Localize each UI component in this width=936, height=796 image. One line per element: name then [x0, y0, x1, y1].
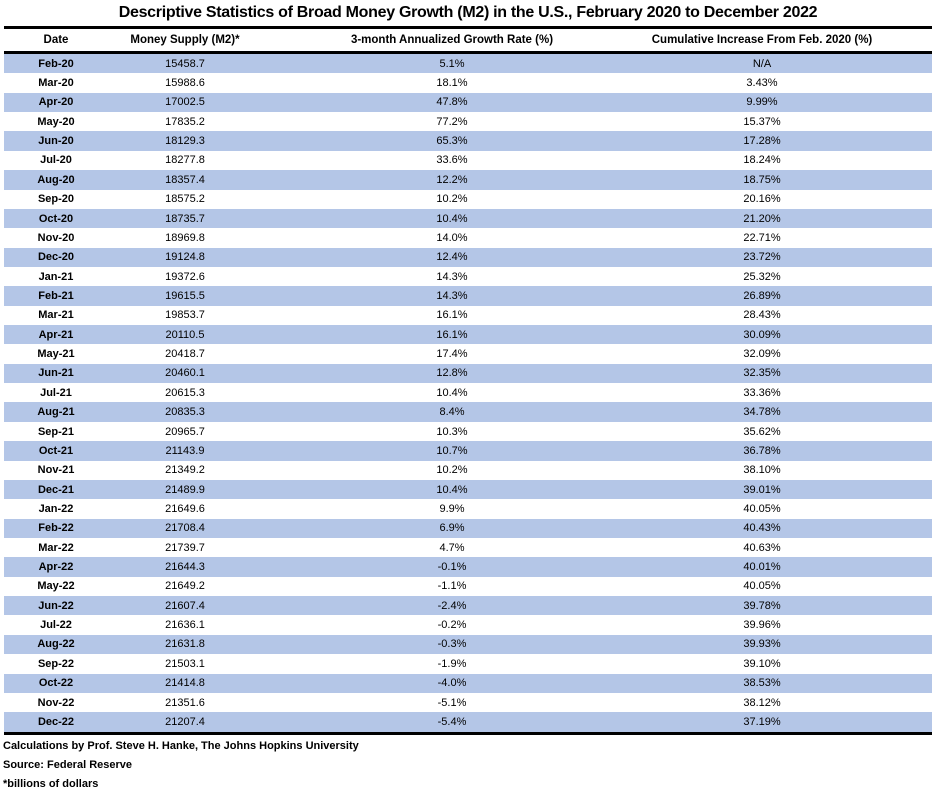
money-supply-cell: 21414.8	[108, 674, 262, 693]
growth-rate-cell: 10.4%	[436, 386, 468, 399]
filler-cell	[882, 402, 932, 421]
cumulative-cell: 30.09%	[642, 325, 882, 344]
growth-rate-cell: 10.2%	[436, 464, 468, 477]
money-supply-cell: 21351.6	[165, 696, 205, 709]
col-header-cumulative: Cumulative Increase From Feb. 2020 (%)	[642, 28, 882, 53]
filler-cell	[882, 654, 932, 673]
cumulative-cell: 38.53%	[642, 674, 882, 693]
cumulative-cell: 3.43%	[746, 77, 778, 90]
filler-cell	[882, 557, 932, 576]
money-supply-cell: 20110.5	[108, 325, 262, 344]
table-row	[4, 519, 932, 538]
growth-rate-cell: -0.3%	[262, 635, 642, 654]
cumulative-cell: 40.01%	[642, 557, 882, 576]
money-supply-cell: 19124.8	[108, 248, 262, 267]
cumulative-cell: 39.93%	[642, 635, 882, 654]
money-supply-cell: 19615.5	[108, 286, 262, 305]
table-row	[4, 267, 932, 286]
table-row	[4, 53, 932, 74]
col-header-money-supply: Money Supply (M2)*	[108, 28, 262, 53]
cumulative-cell: 39.01%	[642, 480, 882, 499]
growth-rate-cell: 6.9%	[262, 519, 642, 538]
money-supply-cell: 21739.7	[165, 541, 205, 554]
col-header-date: Date	[4, 28, 108, 53]
table-row	[4, 461, 932, 480]
growth-rate-cell: 17.4%	[436, 348, 468, 361]
growth-rate-cell: 12.8%	[262, 364, 642, 383]
table-row	[4, 422, 932, 441]
growth-rate-cell: 5.1%	[262, 53, 642, 74]
money-supply-cell: 21207.4	[108, 712, 262, 733]
money-supply-cell: 15988.6	[165, 77, 205, 90]
date-cell: Dec-20	[4, 248, 108, 267]
filler-cell	[882, 364, 932, 383]
date-cell: Feb-20	[4, 53, 108, 74]
filler-cell	[882, 131, 932, 150]
date-cell: Apr-22	[4, 557, 108, 576]
date-cell: Aug-22	[4, 635, 108, 654]
growth-rate-cell: 18.1%	[436, 77, 468, 90]
money-supply-cell: 18129.3	[108, 131, 262, 150]
money-supply-cell: 18735.7	[108, 209, 262, 228]
table-row	[4, 286, 932, 305]
date-cell: Jun-21	[4, 364, 108, 383]
money-supply-cell: 20460.1	[108, 364, 262, 383]
money-supply-cell: 17835.2	[165, 115, 205, 128]
cumulative-cell: 25.32%	[743, 270, 781, 283]
money-supply-cell: 21649.2	[165, 580, 205, 593]
date-cell: Jan-22	[38, 502, 74, 515]
date-cell: Jul-21	[40, 386, 72, 399]
cumulative-cell: N/A	[642, 53, 882, 74]
date-cell: Feb-22	[4, 519, 108, 538]
footnote-asterisk: *billions of dollars	[3, 777, 99, 790]
filler-cell	[882, 635, 932, 654]
growth-rate-cell: 8.4%	[262, 402, 642, 421]
date-cell: Jan-21	[38, 270, 74, 283]
date-cell: Feb-21	[4, 286, 108, 305]
filler-cell	[882, 461, 932, 480]
money-supply-cell: 21649.6	[165, 502, 205, 515]
growth-rate-cell: 14.0%	[436, 231, 468, 244]
table-row	[4, 480, 932, 499]
footnote-source: Source: Federal Reserve	[3, 758, 133, 771]
money-supply-cell: 19372.6	[165, 270, 205, 283]
footnotes	[0, 735, 936, 794]
date-cell: Nov-20	[37, 231, 75, 244]
growth-rate-cell: 10.3%	[436, 425, 468, 438]
cumulative-cell: 32.35%	[642, 364, 882, 383]
table-row	[4, 402, 932, 421]
date-cell: Apr-21	[4, 325, 108, 344]
cumulative-cell: 36.78%	[642, 441, 882, 460]
date-cell: Jul-20	[40, 154, 72, 167]
table-row	[4, 73, 932, 92]
col-header-filler	[882, 28, 932, 53]
growth-rate-cell: 33.6%	[436, 154, 468, 167]
growth-rate-cell: -0.1%	[262, 557, 642, 576]
table-row	[4, 344, 932, 363]
stats-table	[4, 26, 932, 735]
cumulative-cell: 15.37%	[743, 115, 781, 128]
date-cell: Dec-22	[4, 712, 108, 733]
date-cell: Dec-21	[4, 480, 108, 499]
filler-cell	[882, 248, 932, 267]
money-supply-cell: 15458.7	[108, 53, 262, 74]
money-supply-cell: 20965.7	[165, 425, 205, 438]
growth-rate-cell: 77.2%	[436, 115, 468, 128]
table-header-row	[4, 28, 932, 53]
growth-rate-cell: 12.2%	[262, 170, 642, 189]
table-row	[4, 151, 932, 170]
date-cell: May-20	[37, 115, 75, 128]
filler-cell	[882, 93, 932, 112]
money-supply-cell: 19853.7	[165, 309, 205, 322]
table-row	[4, 112, 932, 131]
growth-rate-cell: 10.4%	[262, 209, 642, 228]
cumulative-cell: 39.96%	[743, 619, 781, 632]
growth-rate-cell: 14.3%	[436, 270, 468, 283]
growth-rate-cell: 16.1%	[262, 325, 642, 344]
cumulative-cell: 23.72%	[642, 248, 882, 267]
table-row	[4, 364, 932, 383]
date-cell: Mar-20	[38, 77, 74, 90]
growth-rate-cell: 16.1%	[436, 309, 468, 322]
table-row	[4, 209, 932, 228]
date-cell: Aug-21	[4, 402, 108, 421]
money-supply-cell: 20418.7	[165, 348, 205, 361]
growth-rate-cell: 10.7%	[262, 441, 642, 460]
table-row	[4, 383, 932, 402]
money-supply-cell: 20835.3	[108, 402, 262, 421]
money-supply-cell: 21607.4	[108, 596, 262, 615]
cumulative-cell: 40.05%	[743, 580, 781, 593]
growth-rate-cell: 10.2%	[436, 193, 468, 206]
cumulative-cell: 39.10%	[743, 657, 781, 670]
money-supply-cell: 21503.1	[165, 657, 205, 670]
growth-rate-cell: -5.1%	[437, 696, 467, 709]
table-row	[4, 557, 932, 576]
cumulative-cell: 18.75%	[642, 170, 882, 189]
growth-rate-cell: 65.3%	[262, 131, 642, 150]
date-cell: Apr-20	[4, 93, 108, 112]
date-cell: Nov-21	[37, 464, 75, 477]
date-cell: Mar-22	[38, 541, 74, 554]
date-cell: Oct-22	[4, 674, 108, 693]
filler-cell	[882, 519, 932, 538]
cumulative-cell: 34.78%	[642, 402, 882, 421]
growth-rate-cell: 12.4%	[262, 248, 642, 267]
cumulative-cell: 40.43%	[642, 519, 882, 538]
cumulative-cell: 20.16%	[743, 193, 781, 206]
growth-rate-cell: -5.4%	[262, 712, 642, 733]
table-row	[4, 635, 932, 654]
date-cell: Mar-21	[38, 309, 74, 322]
filler-cell	[882, 286, 932, 305]
filler-cell	[882, 228, 932, 247]
footnote-calculations: Calculations by Prof. Steve H. Hanke, The Johns Hopkins University	[3, 739, 359, 752]
money-supply-cell: 21644.3	[108, 557, 262, 576]
cumulative-cell: 9.99%	[642, 93, 882, 112]
filler-cell	[882, 190, 932, 209]
table-row	[4, 306, 932, 325]
table-row	[4, 325, 932, 344]
filler-cell	[882, 596, 932, 615]
date-cell: Oct-21	[4, 441, 108, 460]
cumulative-cell: 40.63%	[743, 541, 781, 554]
money-supply-cell: 21708.4	[108, 519, 262, 538]
cumulative-cell: 39.78%	[642, 596, 882, 615]
growth-rate-cell: -2.4%	[262, 596, 642, 615]
money-supply-cell: 21143.9	[108, 441, 262, 460]
filler-cell	[882, 151, 932, 170]
filler-cell	[882, 674, 932, 693]
filler-cell	[882, 712, 932, 733]
date-cell: May-21	[37, 348, 75, 361]
table-row	[4, 93, 932, 112]
growth-rate-cell: 10.4%	[262, 480, 642, 499]
money-supply-cell: 18969.8	[165, 231, 205, 244]
cumulative-cell: 28.43%	[743, 309, 781, 322]
date-cell: Sep-20	[37, 193, 75, 206]
table-row	[4, 654, 932, 673]
growth-rate-cell: 9.9%	[439, 502, 465, 515]
table-row	[4, 577, 932, 596]
filler-cell	[882, 577, 932, 596]
filler-cell	[882, 267, 932, 286]
growth-rate-cell: -1.9%	[437, 657, 467, 670]
col-header-growth-rate: 3-month Annualized Growth Rate (%)	[262, 28, 642, 53]
growth-rate-cell: 47.8%	[262, 93, 642, 112]
filler-cell	[882, 170, 932, 189]
table-row	[4, 170, 932, 189]
growth-rate-cell: 4.7%	[439, 541, 465, 554]
money-supply-cell: 17002.5	[108, 93, 262, 112]
money-supply-cell: 18277.8	[165, 154, 205, 167]
date-cell: Sep-21	[37, 425, 75, 438]
filler-cell	[882, 538, 932, 557]
cumulative-cell: 17.28%	[642, 131, 882, 150]
table-row	[4, 499, 932, 518]
money-supply-cell: 21631.8	[108, 635, 262, 654]
cumulative-cell: 35.62%	[743, 425, 781, 438]
cumulative-cell: 26.89%	[642, 286, 882, 305]
filler-cell	[882, 383, 932, 402]
table-row	[4, 693, 932, 712]
page-title: Descriptive Statistics of Broad Money Growth (M2) in the U.S., February 2020 to December 2022	[118, 4, 818, 21]
growth-rate-cell: -4.0%	[262, 674, 642, 693]
money-supply-cell: 21489.9	[108, 480, 262, 499]
date-cell: Jul-22	[40, 619, 72, 632]
cumulative-cell: 38.12%	[743, 696, 781, 709]
table-row	[4, 596, 932, 615]
filler-cell	[882, 306, 932, 325]
table-row	[4, 615, 932, 634]
filler-cell	[882, 209, 932, 228]
growth-rate-cell: -0.2%	[437, 619, 467, 632]
cumulative-cell: 33.36%	[743, 386, 781, 399]
date-cell: Oct-20	[4, 209, 108, 228]
table-body	[4, 53, 932, 734]
filler-cell	[882, 441, 932, 460]
filler-cell	[882, 325, 932, 344]
money-supply-cell: 18357.4	[108, 170, 262, 189]
filler-cell	[882, 499, 932, 518]
cumulative-cell: 18.24%	[743, 154, 781, 167]
filler-cell	[882, 53, 932, 74]
table-row	[4, 131, 932, 150]
cumulative-cell: 22.71%	[743, 231, 781, 244]
filler-cell	[882, 344, 932, 363]
growth-rate-cell: 14.3%	[262, 286, 642, 305]
filler-cell	[882, 615, 932, 634]
table-row	[4, 228, 932, 247]
money-supply-cell: 18575.2	[165, 193, 205, 206]
filler-cell	[882, 112, 932, 131]
date-cell: Jun-20	[4, 131, 108, 150]
table-row	[4, 674, 932, 693]
date-cell: Aug-20	[4, 170, 108, 189]
table-row	[4, 538, 932, 557]
date-cell: Nov-22	[37, 696, 75, 709]
table-row	[4, 248, 932, 267]
cumulative-cell: 38.10%	[743, 464, 781, 477]
date-cell: May-22	[37, 580, 75, 593]
money-supply-cell: 21636.1	[165, 619, 205, 632]
table-row	[4, 712, 932, 733]
table-row	[4, 441, 932, 460]
date-cell: Sep-22	[37, 657, 75, 670]
money-supply-cell: 21349.2	[165, 464, 205, 477]
filler-cell	[882, 693, 932, 712]
cumulative-cell: 37.19%	[642, 712, 882, 733]
filler-cell	[882, 73, 932, 92]
money-supply-cell: 20615.3	[165, 386, 205, 399]
cumulative-cell: 21.20%	[642, 209, 882, 228]
filler-cell	[882, 422, 932, 441]
cumulative-cell: 32.09%	[743, 348, 781, 361]
cumulative-cell: 40.05%	[743, 502, 781, 515]
table-row	[4, 190, 932, 209]
filler-cell	[882, 480, 932, 499]
growth-rate-cell: -1.1%	[437, 580, 467, 593]
date-cell: Jun-22	[4, 596, 108, 615]
